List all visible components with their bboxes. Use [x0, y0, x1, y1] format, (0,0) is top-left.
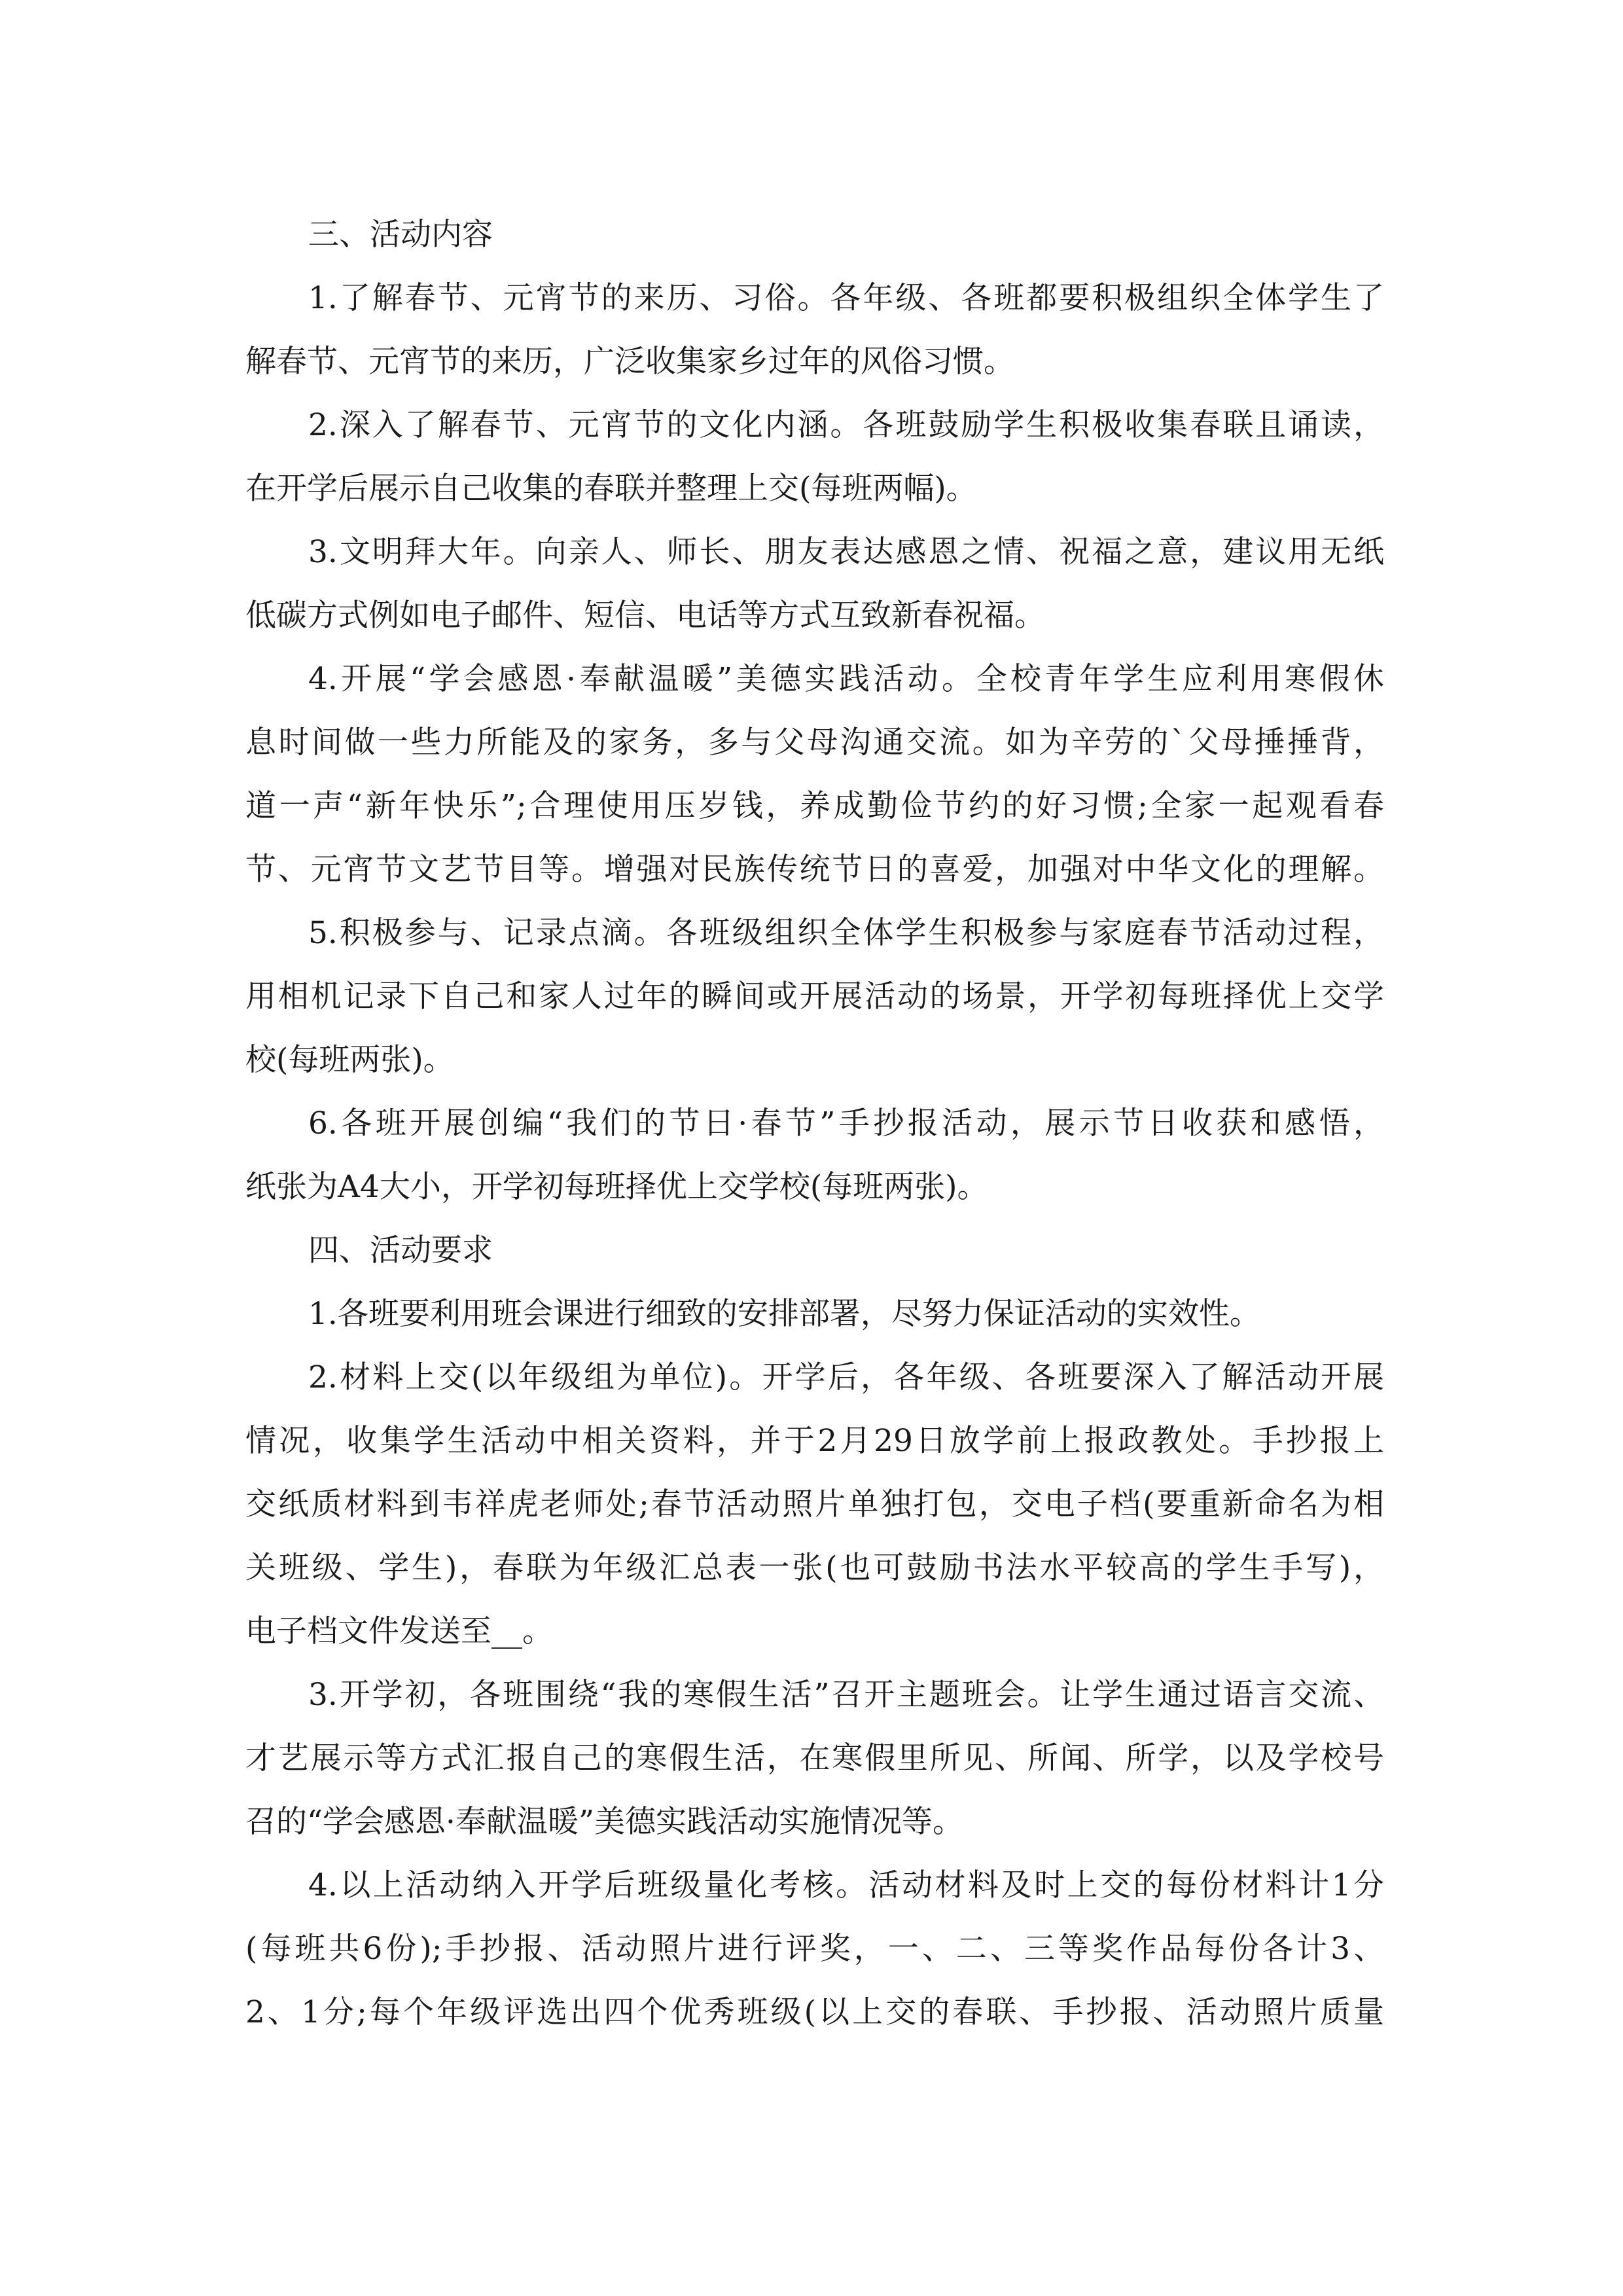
paragraph-line: (每班共6份);手抄报、活动照片进行评奖，一、二、三等奖作品每份各计3、: [245, 1931, 1384, 1967]
paragraph-line: 1.了解春节、元宵节的来历、习俗。各年级、各班都要积极组织全体学生了: [308, 280, 1384, 316]
paragraph-line: 用相机记录下自己和家人过年的瞬间或开展活动的场景，开学初每班择优上交学: [245, 978, 1384, 1014]
paragraph-line: 情况，收集学生活动中相关资料，并于2月29日放学前上报政教处。手抄报上: [245, 1423, 1384, 1459]
paragraph-line: 校(每班两张)。: [245, 1042, 454, 1078]
paragraph-line: 2.深入了解春节、元宵节的文化内涵。各班鼓励学生积极收集春联且诵读，: [308, 407, 1384, 443]
document-page: [245, 203, 1384, 2044]
paragraph-line: 4.以上活动纳入开学后班级量化考核。活动材料及时上交的每份材料计1分: [308, 1867, 1384, 1903]
paragraph-line: 3.开学初，各班围绕“我的寒假生活”召开主题班会。让学生通过语言交流、: [308, 1677, 1384, 1713]
paragraph-line: 1.各班要利用班会课进行细致的安排部署，尽努力保证活动的实效性。: [308, 1296, 1260, 1332]
paragraph-line: 召的“学会感恩·奉献温暖”美德实践活动实施情况等。: [245, 1804, 963, 1840]
paragraph-line: 低碳方式例如电子邮件、短信、电话等方式互致新春祝福。: [245, 598, 1045, 634]
paragraph-line: 4.开展“学会感恩·奉献温暖”美德实践活动。全校青年学生应利用寒假休: [308, 661, 1384, 697]
paragraph-line: 节、元宵节文艺节目等。增强对民族传统节日的喜爱，加强对中华文化的理解。: [245, 852, 1384, 888]
paragraph-line: 纸张为A4大小，开学初每班择优上交学校(每班两张)。: [245, 1169, 988, 1205]
paragraph-line: 交纸质材料到韦祥虎老师处;春节活动照片单独打包，交电子档(要重新命名为相: [245, 1486, 1384, 1522]
paragraph-line: 电子档文件发送至__。: [245, 1613, 553, 1649]
paragraph-line: 关班级、学生)，春联为年级汇总表一张(也可鼓励书法水平较高的学生手写)，: [245, 1550, 1384, 1586]
paragraph-line: 息时间做一些力所能及的家务，多与父母沟通交流。如为辛劳的`父母捶捶背，: [245, 725, 1384, 761]
paragraph-line: 道一声“新年快乐”;合理使用压岁钱，养成勤俭节约的好习惯;全家一起观看春: [245, 788, 1384, 824]
paragraph-line: 5.积极参与、记录点滴。各班级组织全体学生积极参与家庭春节活动过程，: [308, 915, 1384, 951]
paragraph-line: 才艺展示等方式汇报自己的寒假生活，在寒假里所见、所闻、所学，以及学校号: [245, 1740, 1384, 1776]
paragraph-line: 2.材料上交(以年级组为单位)。开学后，各年级、各班要深入了解活动开展: [308, 1359, 1384, 1395]
section-heading-activity-requirements: 四、活动要求: [308, 1232, 493, 1268]
paragraph-line: 2、1分;每个年级评选出四个优秀班级(以上交的春联、手抄报、活动照片质量: [245, 1994, 1384, 2030]
paragraph-line: 在开学后展示自己收集的春联并整理上交(每班两幅)。: [245, 471, 977, 507]
paragraph-line: 6.各班开展创编“我们的节日·春节”手抄报活动，展示节日收获和感悟，: [308, 1105, 1384, 1141]
paragraph-line: 3.文明拜大年。向亲人、师长、朋友表达感恩之情、祝福之意，建议用无纸: [308, 534, 1384, 570]
section-heading-activity-content: 三、活动内容: [308, 217, 493, 253]
paragraph-line: 解春节、元宵节的来历，广泛收集家乡过年的风俗习惯。: [245, 344, 1014, 380]
